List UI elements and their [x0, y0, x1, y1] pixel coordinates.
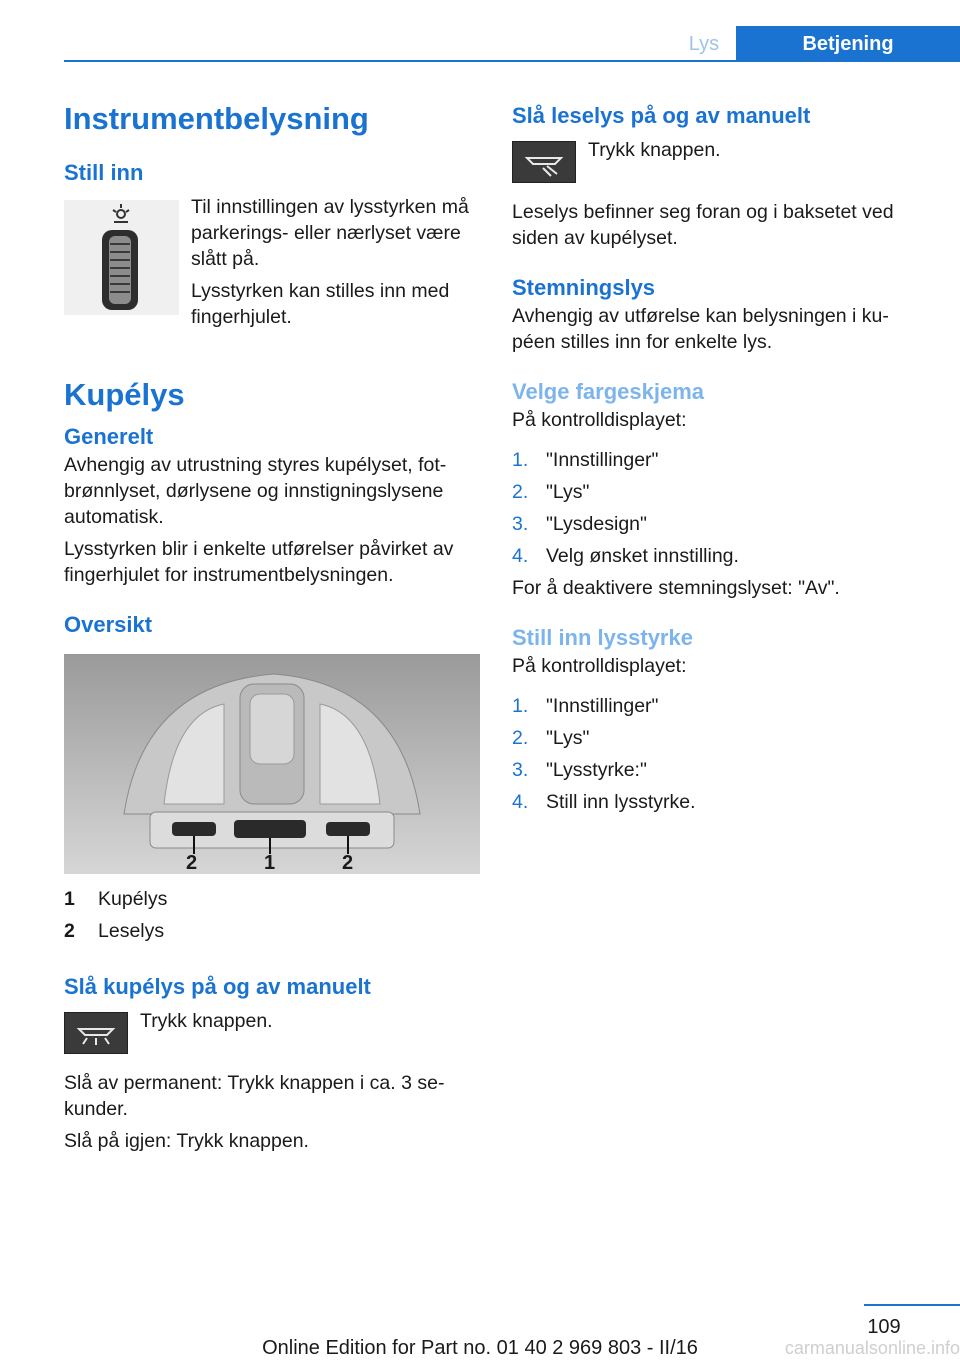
sla-kupelys-text-3: Slå på igjen: Trykk knappen.: [64, 1130, 309, 1152]
leselys-text-1: Trykk knappen.: [588, 139, 721, 161]
heading-generelt: Generelt: [64, 424, 154, 449]
header-section-tab[interactable]: Lys: [688, 33, 720, 55]
legend-item: 2 Leselys: [64, 920, 165, 942]
heading-sla-kupelys: Slå kupélys på og av manuelt: [64, 974, 371, 999]
heading-instrumentbelysning: Instrumentbelysning: [64, 101, 369, 136]
legend-item: 1 Kupélys: [64, 888, 168, 910]
still-inn-text-2: Lysstyrken kan stilles inn med fingerhjulet.: [191, 280, 450, 328]
list-item: 2. "Lys": [512, 727, 590, 749]
figure-label: 1: [264, 852, 276, 874]
fargeskjema-steps: [512, 447, 932, 569]
sla-kupelys-block: [64, 1012, 480, 1070]
left-column: [64, 96, 480, 1154]
generelt-text-1: Avhengig av utrustning styres kupélyset, fot- brønnlyset, dørlysene og innstigningslysene automatisk.: [64, 454, 447, 528]
sla-kupelys-text-1: Trykk knappen.: [140, 1010, 273, 1032]
heading-oversikt: Oversikt: [64, 612, 153, 637]
reading-light-button-icon: [512, 141, 576, 183]
interior-light-button-icon: [64, 1012, 128, 1054]
list-item: 1. "Innstillinger": [512, 449, 659, 471]
list-item: 2. "Lys": [512, 481, 590, 503]
thumbwheel-icon: [64, 200, 179, 315]
figure-label: 2: [186, 852, 198, 874]
list-item: 3. "Lysdesign": [512, 513, 647, 535]
figure-legend: [64, 886, 480, 950]
fargeskjema-intro: På kontrolldisplayet:: [512, 409, 687, 431]
roof-console-image: [64, 654, 480, 874]
heading-sla-leselys: Slå leselys på og av manuelt: [512, 103, 811, 128]
list-item: 3. "Lysstyrke:": [512, 759, 647, 781]
figure-label: 2: [342, 852, 354, 874]
heading-velge-fargeskjema: Velge fargeskjema: [512, 379, 705, 404]
list-item: 1. "Innstillinger": [512, 695, 659, 717]
heading-stemningslys: Stemningslys: [512, 275, 656, 300]
thumbwheel-figure: [64, 200, 179, 315]
header-chapter-tab[interactable]: Betjening: [736, 26, 960, 62]
heading-kupelys: Kupélys: [64, 377, 185, 412]
roof-console-figure: [64, 654, 480, 874]
sla-kupelys-text-2: Slå av permanent: Trykk knappen i ca. 3 se- kunder.: [64, 1072, 445, 1120]
lysstyrke-steps: [512, 693, 932, 815]
fargeskjema-after: For å deaktivere stemningslyset: "Av".: [512, 577, 840, 599]
leselys-text-2: Leselys befinner seg foran og i baksetet ved siden av kupélyset.: [512, 201, 894, 249]
header-rule: [64, 60, 960, 62]
page-number: 109: [867, 1316, 901, 1338]
heading-still-inn: Still inn: [64, 160, 144, 185]
still-inn-block: [64, 194, 480, 372]
list-item: 4. Velg ønsket innstilling.: [512, 545, 739, 567]
edition-line: Online Edition for Part no. 01 40 2 969 803 - II/16: [262, 1337, 698, 1359]
sla-leselys-block: [512, 141, 932, 199]
stemningslys-text: Avhengig av utførelse kan belysningen i ku- péen stilles inn for enkelte lys.: [512, 305, 889, 353]
right-column: [512, 96, 932, 821]
footer-rule: [864, 1304, 960, 1306]
list-item: 4. Still inn lysstyrke.: [512, 791, 696, 813]
heading-still-inn-lysstyrke: Still inn lysstyrke: [512, 625, 693, 650]
still-inn-text-1: Til innstillingen av lysstyrken må parkerings- eller nærlyset være slått på.: [191, 196, 469, 270]
generelt-text-2: Lysstyrken blir i enkelte utførelser påvirket av fingerhjulet for instrumentbelysningen.: [64, 538, 454, 586]
lysstyrke-intro: På kontrolldisplayet:: [512, 655, 687, 677]
watermark: carmanualsonline.info: [784, 1338, 960, 1358]
